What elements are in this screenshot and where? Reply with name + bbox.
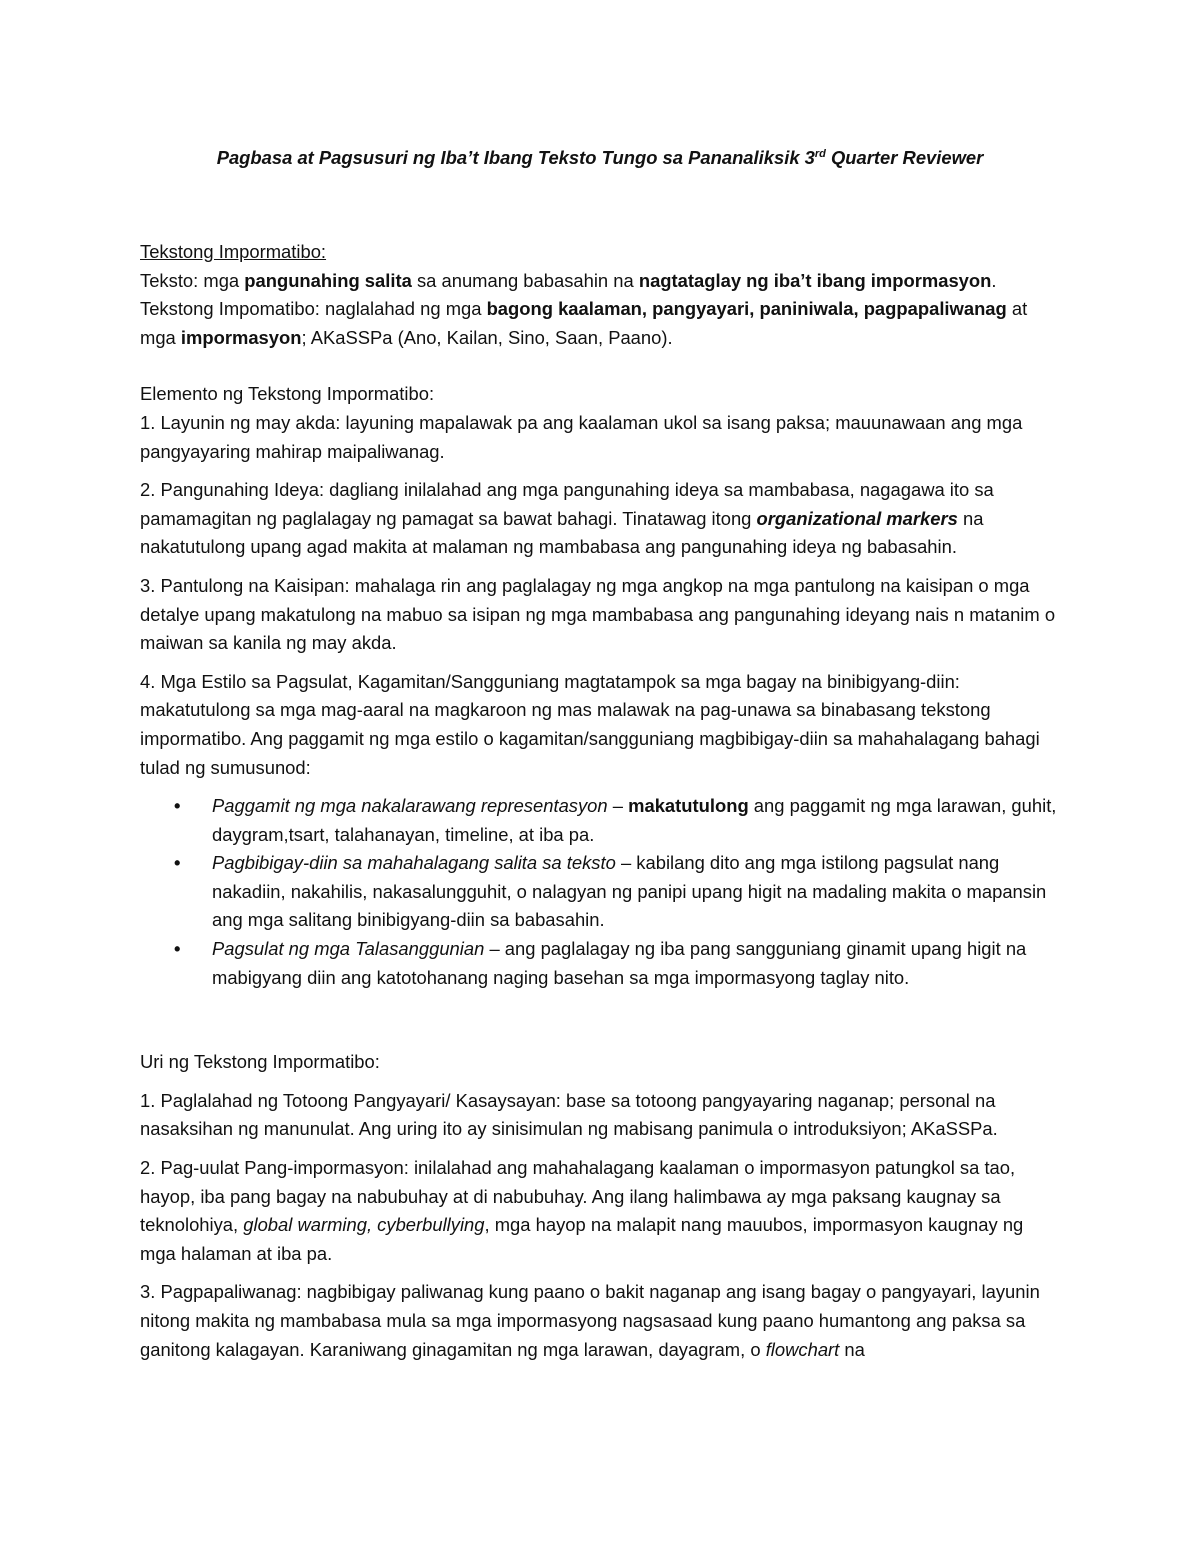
text-run: 3. Pagpapaliwanag: nagbibigay paliwanag kung paano o bakit naganap ang isang bagay o pangyayari, layunin nitong makita ng mambabasa mula sa mga impormasyong nagsasaad kung paano humantong ang paksa sa ganitong kalagayan. Karaniwang ginagamitan ng mga larawan, dayagram, o — [140, 1281, 1040, 1360]
section-heading-tekstong-impormatibo: Tekstong Impormatibo: — [140, 241, 327, 262]
document-title — [140, 144, 1060, 172]
text-run: ang paglalagay ng iba pang sangguniang ginamit upang higit na mabigyang diin ang katotohanang naging basehan sa mga impormasyong taglay nito. — [212, 938, 1027, 988]
text-run: 2. Pangunahing Ideya: dagliang inilalahad ang mga pangunahing ideya sa mambabasa, nagagawa ito sa pamamagitan ng paglalagay ng pamagat sa bawat bahagi. Tinatawag itong — [140, 479, 994, 529]
text-run: – — [615, 852, 637, 874]
bullet-list — [140, 792, 1060, 992]
title-tail: Quarter Reviewer — [825, 147, 984, 168]
text-run: Tekstong Impomatibo: naglalahad ng mga — [140, 298, 487, 320]
elemento-item-2 — [140, 476, 1060, 562]
text-run: – — [484, 938, 505, 960]
italic-run: Pagsulat ng mga Talasanggunian — [212, 938, 485, 960]
intro-paragraph-teksto — [140, 267, 1060, 296]
text-run: at mga — [140, 298, 1028, 348]
italic-run: Pagbibigay-diin sa mahahalagang salita sa teksto — [212, 852, 616, 874]
elemento-item-1: 1. Layunin ng may akda: layuning mapalawak pa ang kaalaman ukol sa isang paksa; mauunawaan ang mga pangyayaring mahirap maipaliwanag. — [140, 411, 1023, 462]
list-item — [212, 849, 1060, 935]
text-run: . — [991, 269, 997, 291]
bold-italic-run: organizational markers — [756, 507, 958, 529]
list-item — [212, 935, 1060, 992]
bold-run: bagong kaalaman, pangyayari, paniniwala, pagpapaliwanag — [486, 298, 1007, 320]
list-item — [212, 792, 1060, 849]
uri-item-3 — [140, 1278, 1060, 1364]
elemento-item-3: 3. Pantulong na Kaisipan: mahalaga rin ang paglalagay ng mga angkop na mga pantulong na kaisipan o mga detalye upang makatulong na mabuo sa isipan ng mga mambabasa ang pangunahing ideyang nais n matanim o maiwan sa kanila ng may akda. — [140, 574, 1056, 654]
italic-run: Paggamit ng mga nakalarawang representasyon — [212, 795, 608, 817]
text-run: ; AKaSSPa (Ano, Kailan, Sino, Saan, Paano). — [301, 326, 673, 348]
title-main: Pagbasa at Pagsusuri ng Iba’t Ibang Teksto Tungo sa Pananaliksik 3 — [216, 147, 815, 168]
italic-run: flowchart — [765, 1338, 840, 1360]
section-heading-uri: Uri ng Tekstong Impormatibo: — [140, 1051, 380, 1073]
elemento-item-4: 4. Mga Estilo sa Pagsulat, Kagamitan/Sangguniang magtatampok sa mga bagay na binibigyang-diin: makatutulong sa mga mag-aaral na magkaroon ng mas malawak na pag-unawa sa binabasang tekstong impormatibo. Ang paggamit ng mga estilo o kagamitan/sangguniang magbibigay-diin sa mahahalagang bahagi tulad ng sumusunod: — [140, 670, 1040, 778]
uri-item-2 — [140, 1154, 1060, 1268]
text-run: sa anumang babasahin na — [411, 269, 639, 291]
bold-run: impormasyon — [180, 326, 302, 348]
text-run: – — [607, 795, 629, 817]
title-superscript: rd — [814, 147, 826, 160]
text-run: , mga hayop na malapit nang mauubos, impormasyon kaugnay ng mga halaman at iba pa. — [140, 1214, 1024, 1264]
text-run: na nakatutulong upang agad makita at malaman ng mambabasa ang pangunahing ideya ng babasahin. — [140, 507, 984, 558]
bold-run: nagtataglay ng iba’t ibang impormasyon — [638, 269, 992, 291]
italic-run: global warming, cyberbullying — [243, 1214, 485, 1236]
text-run: ang paggamit ng mga larawan, guhit, daygram,tsart, talahanayan, timeline, at iba pa. — [212, 795, 1057, 845]
bold-run: makatutulong — [628, 795, 749, 817]
bold-run: pangunahing salita — [244, 269, 412, 291]
text-run: Teksto: mga — [140, 269, 245, 291]
text-run: kabilang dito ang mga istilong pagsulat nang nakadiin, nakahilis, nakasalungguhit, o nalagyan ng panipi upang higit na madaling makita o mapansin ang mga salitang binibigyang-diin sa babasahin. — [212, 852, 1047, 931]
intro-paragraph-impomatibo — [140, 295, 1060, 352]
text-run: 2. Pag-uulat Pang-impormasyon: inilalahad ang mahahalagang kaalaman o impormasyon patungkol sa tao, hayop, iba pang bagay na nabubuhay at di nabubuhay. Ang ilang halimbawa ay mga paksang kaugnay sa teknolohiya, — [140, 1157, 1016, 1236]
uri-item-1: 1. Paglalahad ng Totoong Pangyayari/ Kasaysayan: base sa totoong pangyayaring naganap; personal na nasaksihan ng manunulat. Ang uring ito ay sinisimulan ng mabisang panimula o introduksiyon; AKaSSPa. — [140, 1089, 998, 1140]
section-heading-elemento: Elemento ng Tekstong Impormatibo: — [140, 383, 435, 405]
text-run: na — [839, 1338, 865, 1360]
